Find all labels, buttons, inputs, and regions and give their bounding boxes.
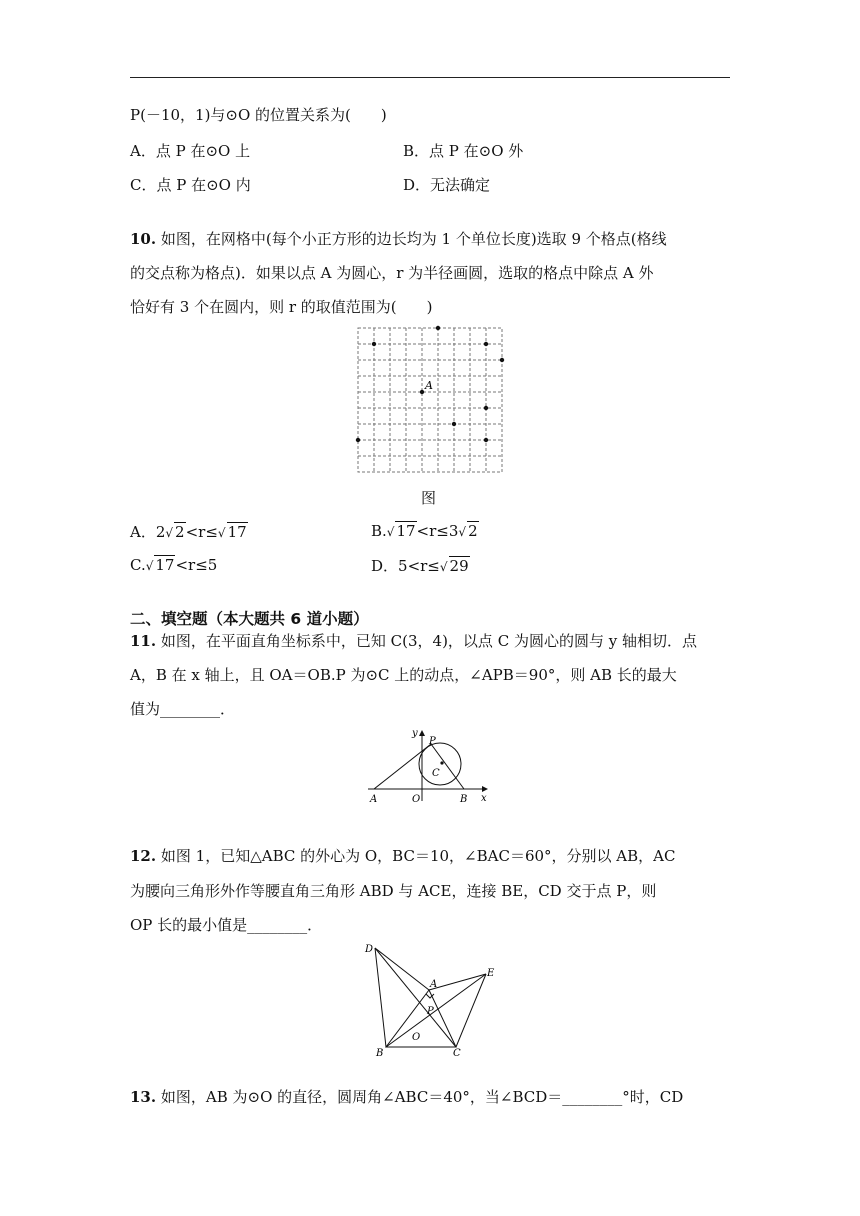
segment-ae — [429, 974, 486, 990]
q11-line-1: 11. 如图，在平面直角坐标系中，已知 C(3，4)，以点 C 为圆心的圆与 y 轴相切．点 — [130, 632, 697, 650]
triangle-abc — [386, 990, 456, 1047]
header-rule — [130, 77, 730, 78]
grid-point — [484, 342, 488, 346]
grid-point — [356, 438, 360, 442]
grid-point — [436, 326, 440, 330]
grid-point-a — [420, 390, 424, 394]
label-p: P — [427, 1006, 434, 1017]
grid-point — [500, 358, 504, 362]
label-e: E — [487, 968, 495, 979]
point-a-label: A — [425, 379, 433, 392]
q11-figure — [360, 726, 500, 808]
q9-option-b: B．点 P 在⊙O 外 — [403, 142, 524, 160]
grid-point — [484, 438, 488, 442]
q10-option-c: C.√ 17<r≤5 — [130, 556, 218, 574]
grid-point — [452, 422, 456, 426]
q10-figure-caption: 图 — [421, 489, 437, 507]
label-x: x — [481, 793, 487, 804]
label-a: A — [370, 794, 378, 805]
circle-c — [419, 743, 461, 785]
segment-pb — [431, 744, 464, 789]
q10-line-2: 的交点称为格点)．如果以点 A 为圆心，r 为半径画圆，选取的格点中除点 A 外 — [130, 264, 654, 282]
q11-line-3: 值为________． — [130, 700, 236, 718]
label-c: C — [432, 768, 440, 779]
grid-border — [358, 328, 502, 472]
q10-option-d: D．5<r≤√ 29 — [371, 557, 469, 575]
x-axis-arrow — [482, 786, 488, 792]
q12-line-2: 为腰向三角形外作等腰直角三角形 ABD 与 ACE，连接 BE，CD 交于点 P，则 — [130, 882, 657, 900]
section-2-title: 二、填空题（本大题共 6 道小题） — [130, 610, 369, 628]
label-b: B — [460, 794, 468, 805]
center-c — [440, 761, 443, 764]
label-y: y — [412, 728, 418, 739]
q10-grid-figure — [352, 322, 508, 478]
q10-option-b: B.√ 17<r≤3√ 2 — [371, 522, 478, 540]
label-o: O — [412, 1032, 421, 1043]
y-axis-arrow — [419, 730, 425, 736]
q13-line-1: 13. 如图，AB 为⊙O 的直径，圆周角∠ABC＝40°，当∠BCD＝________°时，CD — [130, 1088, 684, 1106]
grid-point — [372, 342, 376, 346]
grid-lines — [358, 328, 502, 472]
q10-line-3: 恰好有 3 个在圆内，则 r 的取值范围为( ) — [130, 298, 433, 316]
q9-option-d: D．无法确定 — [403, 176, 491, 194]
q10-number: 10. — [130, 230, 157, 248]
q13-number: 13. — [130, 1088, 157, 1106]
q9-stem: P(－10，1)与⊙O 的位置关系为( ) — [130, 106, 387, 124]
grid-point — [484, 406, 488, 410]
q11-number: 11. — [130, 632, 157, 650]
label-b: B — [376, 1048, 384, 1059]
q12-figure — [360, 940, 506, 1060]
q11-line-2: A，B 在 x 轴上，且 OA＝OB.P 为⊙C 上的动点，∠APB＝90°，则 AB 长的最大 — [130, 666, 677, 684]
segment-db — [375, 948, 386, 1047]
label-p: P — [429, 736, 436, 747]
label-d: D — [365, 944, 374, 955]
q10-line-1: 10. 如图，在网格中(每个小正方形的边长均为 1 个单位长度)选取 9 个格点(格线 — [130, 230, 667, 248]
label-o: O — [412, 794, 421, 805]
q10-option-a: A．2√ 2<r≤√ 17 — [130, 523, 247, 541]
segment-da — [375, 948, 429, 990]
label-a: A — [430, 979, 438, 990]
q9-option-a: A．点 P 在⊙O 上 — [130, 142, 251, 160]
q12-number: 12. — [130, 847, 157, 865]
q12-line-3: OP 长的最小值是________． — [130, 916, 323, 934]
q12-line-1: 12. 如图 1，已知△ABC 的外心为 O，BC＝10，∠BAC＝60°，分别以 AB，AC — [130, 847, 676, 865]
label-c: C — [453, 1048, 461, 1059]
q9-option-c: C．点 P 在⊙O 内 — [130, 176, 251, 194]
